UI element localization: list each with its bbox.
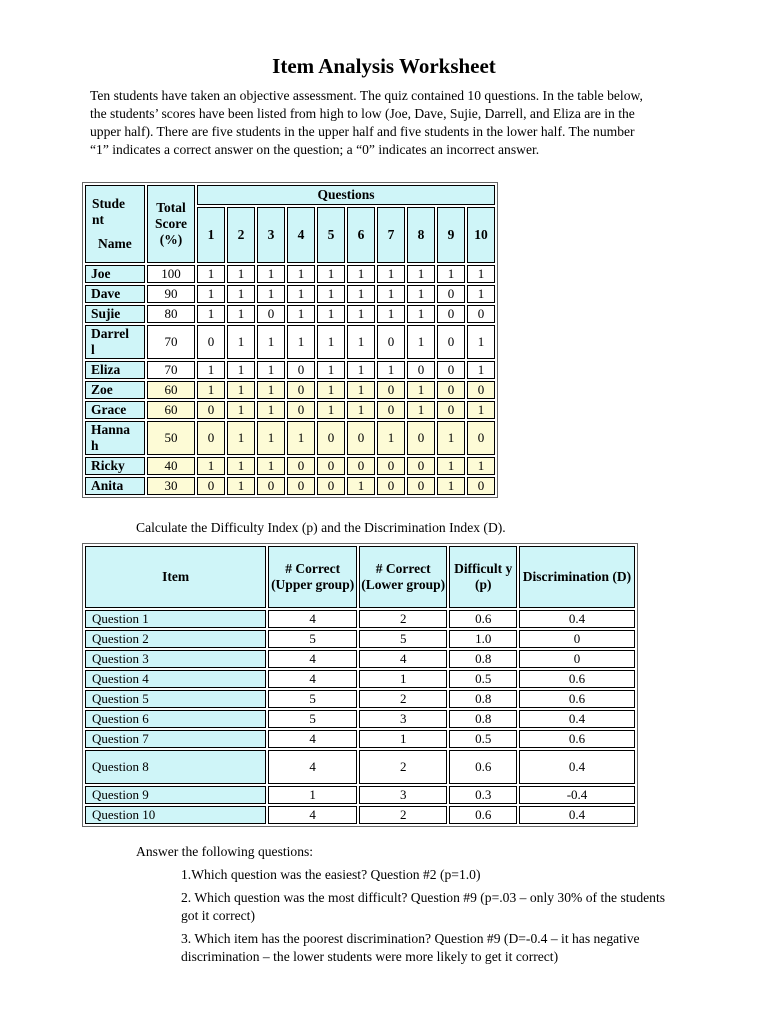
answer-cell: 1 xyxy=(227,285,255,303)
item-analysis-row xyxy=(85,806,635,824)
answer-cell: 0 xyxy=(437,325,465,359)
item-analysis-row xyxy=(85,670,635,688)
upper-correct: 5 xyxy=(268,710,357,728)
question-number-header: 6 xyxy=(347,207,375,263)
answer-cell: 0 xyxy=(377,477,405,495)
question-number-header: 2 xyxy=(227,207,255,263)
discrimination-value: 0.6 xyxy=(519,670,635,688)
total-score: 80 xyxy=(147,305,195,323)
discrimination-value: 0.6 xyxy=(519,690,635,708)
student-name-part: Hanna xyxy=(91,422,131,437)
difficulty-value: 0.6 xyxy=(449,610,516,628)
upper-correct: 5 xyxy=(268,630,357,648)
total-score: 50 xyxy=(147,421,195,455)
discrimination-value: 0 xyxy=(519,650,635,668)
student-header-line3: Name xyxy=(98,236,132,251)
answers-section xyxy=(136,843,696,966)
lower-correct: 2 xyxy=(359,690,448,708)
answer-cell: 1 xyxy=(407,305,435,323)
lower-correct: 3 xyxy=(359,786,448,804)
answer-cell: 0 xyxy=(437,381,465,399)
lower-correct: 1 xyxy=(359,670,448,688)
answer-cell: 1 xyxy=(227,421,255,455)
total-score: 90 xyxy=(147,285,195,303)
item-analysis-row xyxy=(85,730,635,748)
answer-cell: 0 xyxy=(407,457,435,475)
answer-cell: 0 xyxy=(467,421,495,455)
item-name: Question 7 xyxy=(85,730,266,748)
answer-cell: 1 xyxy=(437,265,465,283)
difficulty-value: 0.8 xyxy=(449,710,516,728)
upper-correct: 4 xyxy=(268,650,357,668)
item-name: Question 1 xyxy=(85,610,266,628)
difficulty-value: 0.8 xyxy=(449,690,516,708)
discrimination-value: -0.4 xyxy=(519,786,635,804)
answer-cell: 1 xyxy=(317,325,345,359)
lower-correct: 2 xyxy=(359,806,448,824)
answer-cell: 1 xyxy=(407,285,435,303)
item-analysis-rows xyxy=(85,610,635,824)
answer-cell: 1 xyxy=(377,421,405,455)
lower-correct: 1 xyxy=(359,730,448,748)
answer-cell: 1 xyxy=(347,325,375,359)
question-number-header: 7 xyxy=(377,207,405,263)
student-row xyxy=(85,325,495,359)
intro-paragraph: Ten students have taken an objective assessment. The quiz contained 10 questions. In the table below, the students’ scores have been listed from high to low (Joe, Dave, Sujie, Darrell, and Eliza are in the upper half). There are five students in the upper half and five students in the lower half. The number “1” indicates a correct answer on the question; a “0” indicates an incorrect answer. xyxy=(90,88,643,157)
item-analysis-header: Item xyxy=(85,546,266,608)
upper-correct: 4 xyxy=(268,610,357,628)
question-number-header: 9 xyxy=(437,207,465,263)
item-analysis-row xyxy=(85,630,635,648)
answer-cell: 0 xyxy=(407,361,435,379)
question-number-header: 10 xyxy=(467,207,495,263)
answer-cell: 1 xyxy=(227,305,255,323)
answer-cell: 1 xyxy=(407,381,435,399)
answer-cell: 1 xyxy=(347,477,375,495)
difficulty-value: 0.5 xyxy=(449,730,516,748)
answer-cell: 1 xyxy=(317,381,345,399)
answer-cell: 1 xyxy=(197,285,225,303)
answer-cell: 1 xyxy=(377,265,405,283)
answer-cell: 1 xyxy=(257,325,285,359)
student-row xyxy=(85,457,495,475)
answer-cell: 1 xyxy=(197,265,225,283)
item-analysis-table xyxy=(82,543,638,827)
answer-cell: 1 xyxy=(197,361,225,379)
student-name xyxy=(85,325,145,359)
total-score: 60 xyxy=(147,381,195,399)
answer-cell: 1 xyxy=(317,305,345,323)
answer-cell: 0 xyxy=(377,325,405,359)
answer-cell: 0 xyxy=(377,381,405,399)
difficulty-value: 0.6 xyxy=(449,750,516,784)
answer-cell: 1 xyxy=(467,361,495,379)
question-number-header: 3 xyxy=(257,207,285,263)
item-name: Question 5 xyxy=(85,690,266,708)
upper-correct: 5 xyxy=(268,690,357,708)
item-name: Question 4 xyxy=(85,670,266,688)
answer-cell: 0 xyxy=(437,305,465,323)
answer-cell: 1 xyxy=(467,401,495,419)
answer-cell: 1 xyxy=(227,361,255,379)
item-analysis-header-row xyxy=(85,546,635,608)
answer-cell: 0 xyxy=(287,477,315,495)
total-score: 30 xyxy=(147,477,195,495)
student-name-header xyxy=(85,185,145,263)
item-name: Question 8 xyxy=(85,750,266,784)
student-name: Joe xyxy=(85,265,145,283)
answer-cell: 1 xyxy=(377,305,405,323)
discrimination-value: 0.4 xyxy=(519,750,635,784)
difficulty-value: 0.5 xyxy=(449,670,516,688)
student-name-part: h xyxy=(91,438,99,453)
answer-cell: 0 xyxy=(287,361,315,379)
student-name: Grace xyxy=(85,401,145,419)
student-row xyxy=(85,477,495,495)
upper-correct: 4 xyxy=(268,806,357,824)
difficulty-value: 0.3 xyxy=(449,786,516,804)
item-name: Question 2 xyxy=(85,630,266,648)
total-score: 60 xyxy=(147,401,195,419)
question-number-header: 5 xyxy=(317,207,345,263)
item-name: Question 6 xyxy=(85,710,266,728)
answer-cell: 1 xyxy=(287,421,315,455)
answer-cell: 1 xyxy=(347,381,375,399)
answer-cell: 1 xyxy=(227,265,255,283)
answer-cell: 0 xyxy=(257,477,285,495)
item-analysis-header: Discrimination (D) xyxy=(519,546,635,608)
answer-cell: 0 xyxy=(197,325,225,359)
answer-cell: 0 xyxy=(377,401,405,419)
student-row xyxy=(85,285,495,303)
upper-correct: 4 xyxy=(268,730,357,748)
answer-cell: 0 xyxy=(317,421,345,455)
answer-cell: 0 xyxy=(197,401,225,419)
answer-cell: 1 xyxy=(347,305,375,323)
answer-cell: 1 xyxy=(287,285,315,303)
answer-cell: 1 xyxy=(197,381,225,399)
answer-cell: 0 xyxy=(347,421,375,455)
answer-cell: 1 xyxy=(347,265,375,283)
answer-cell: 1 xyxy=(227,457,255,475)
answer-cell: 0 xyxy=(197,421,225,455)
answer-cell: 1 xyxy=(287,305,315,323)
answer-cell: 0 xyxy=(467,381,495,399)
answer-cell: 1 xyxy=(227,381,255,399)
upper-correct: 1 xyxy=(268,786,357,804)
answer-cell: 0 xyxy=(437,361,465,379)
answer-cell: 0 xyxy=(467,305,495,323)
discrimination-value: 0.4 xyxy=(519,710,635,728)
question-number-header: 4 xyxy=(287,207,315,263)
difficulty-value: 0.6 xyxy=(449,806,516,824)
answer-cell: 0 xyxy=(197,477,225,495)
item-analysis-row xyxy=(85,690,635,708)
answer-cell: 1 xyxy=(257,265,285,283)
student-rows xyxy=(85,265,495,495)
difficulty-value: 0.8 xyxy=(449,650,516,668)
answer-cell: 1 xyxy=(467,457,495,475)
answer-cell: 0 xyxy=(467,477,495,495)
upper-correct: 4 xyxy=(268,750,357,784)
answer-cell: 1 xyxy=(437,477,465,495)
difficulty-value: 1.0 xyxy=(449,630,516,648)
item-analysis-row xyxy=(85,750,635,784)
lower-correct: 5 xyxy=(359,630,448,648)
student-scores-table xyxy=(82,182,498,498)
student-row xyxy=(85,421,495,455)
question-number-header: 8 xyxy=(407,207,435,263)
answer-cell: 0 xyxy=(257,305,285,323)
item-analysis-header: # Correct (Lower group) xyxy=(359,546,448,608)
answer-cell: 1 xyxy=(437,457,465,475)
lower-correct: 4 xyxy=(359,650,448,668)
answer-cell: 0 xyxy=(287,401,315,419)
answer-cell: 0 xyxy=(317,477,345,495)
item-name: Question 9 xyxy=(85,786,266,804)
total-score: 100 xyxy=(147,265,195,283)
answer-cell: 1 xyxy=(467,325,495,359)
answer-cell: 0 xyxy=(317,457,345,475)
item-analysis-row xyxy=(85,650,635,668)
total-score-header: Total Score (%) xyxy=(147,185,195,263)
student-name-part: Darrel xyxy=(91,326,129,341)
answer-cell: 1 xyxy=(467,265,495,283)
question-number-header: 1 xyxy=(197,207,225,263)
answer-cell: 0 xyxy=(287,457,315,475)
answer-cell: 0 xyxy=(407,477,435,495)
student-row xyxy=(85,381,495,399)
answer-cell: 1 xyxy=(317,285,345,303)
answers-heading: Answer the following questions: xyxy=(136,844,314,859)
student-name: Zoe xyxy=(85,381,145,399)
answer-cell: 1 xyxy=(197,305,225,323)
answer-cell: 1 xyxy=(227,401,255,419)
answer-cell: 1 xyxy=(317,265,345,283)
answer-cell: 1 xyxy=(257,401,285,419)
answer-cell: 1 xyxy=(377,361,405,379)
student-header-line1: Stude xyxy=(92,196,126,211)
questions-header: Questions xyxy=(197,185,495,205)
answer-cell: 0 xyxy=(347,457,375,475)
student-name-part: l xyxy=(91,342,95,357)
total-score: 70 xyxy=(147,325,195,359)
answer-cell: 1 xyxy=(407,325,435,359)
answer-cell: 1 xyxy=(287,325,315,359)
answer-cell: 1 xyxy=(347,361,375,379)
answer-cell: 1 xyxy=(257,361,285,379)
answer-cell: 1 xyxy=(437,421,465,455)
lower-correct: 2 xyxy=(359,610,448,628)
item-analysis-row xyxy=(85,610,635,628)
answer-cell: 0 xyxy=(377,457,405,475)
student-row xyxy=(85,305,495,323)
item-analysis-header: Difficult y (p) xyxy=(449,546,516,608)
student-name xyxy=(85,421,145,455)
answer-cell: 1 xyxy=(257,285,285,303)
answer-cell: 1 xyxy=(227,325,255,359)
student-name: Dave xyxy=(85,285,145,303)
item-analysis-header: # Correct (Upper group) xyxy=(268,546,357,608)
discrimination-value: 0.6 xyxy=(519,730,635,748)
answer-cell: 1 xyxy=(287,265,315,283)
answer-cell: 1 xyxy=(347,285,375,303)
discrimination-value: 0 xyxy=(519,630,635,648)
lower-correct: 2 xyxy=(359,750,448,784)
answer-cell: 1 xyxy=(407,265,435,283)
page-title: Item Analysis Worksheet xyxy=(272,54,496,78)
total-score: 70 xyxy=(147,361,195,379)
answer-cell: 1 xyxy=(197,457,225,475)
total-score: 40 xyxy=(147,457,195,475)
student-header-line2: nt xyxy=(92,212,105,227)
student-row xyxy=(85,361,495,379)
lower-correct: 3 xyxy=(359,710,448,728)
answer-3: 3. Which item has the poorest discrimination? Question #9 (D=-0.4 – it has negative discrimination – the lower students were more likely to get it correct) xyxy=(181,931,640,964)
answer-cell: 1 xyxy=(377,285,405,303)
answer-2: 2. Which question was the most difficult? Question #9 (p=.03 – only 30% of the students got it correct) xyxy=(181,890,666,923)
item-analysis-row xyxy=(85,710,635,728)
student-row xyxy=(85,265,495,283)
answer-cell: 1 xyxy=(317,361,345,379)
item-name: Question 3 xyxy=(85,650,266,668)
answer-cell: 0 xyxy=(287,381,315,399)
answer-cell: 0 xyxy=(407,421,435,455)
student-name: Sujie xyxy=(85,305,145,323)
student-row xyxy=(85,401,495,419)
answer-1: 1.Which question was the easiest? Question #2 (p=1.0) xyxy=(181,867,481,882)
answer-cell: 0 xyxy=(437,401,465,419)
answer-cell: 1 xyxy=(407,401,435,419)
student-name: Ricky xyxy=(85,457,145,475)
answer-cell: 1 xyxy=(257,457,285,475)
answer-cell: 1 xyxy=(257,421,285,455)
answer-cell: 1 xyxy=(317,401,345,419)
item-analysis-row xyxy=(85,786,635,804)
discrimination-value: 0.4 xyxy=(519,610,635,628)
subheading: Calculate the Difficulty Index (p) and the Discrimination Index (D). xyxy=(136,520,506,535)
student-name: Eliza xyxy=(85,361,145,379)
answer-cell: 1 xyxy=(467,285,495,303)
answer-cell: 1 xyxy=(347,401,375,419)
discrimination-value: 0.4 xyxy=(519,806,635,824)
student-name: Anita xyxy=(85,477,145,495)
answer-cell: 0 xyxy=(437,285,465,303)
item-name: Question 10 xyxy=(85,806,266,824)
answer-cell: 1 xyxy=(257,381,285,399)
answer-cell: 1 xyxy=(227,477,255,495)
upper-correct: 4 xyxy=(268,670,357,688)
